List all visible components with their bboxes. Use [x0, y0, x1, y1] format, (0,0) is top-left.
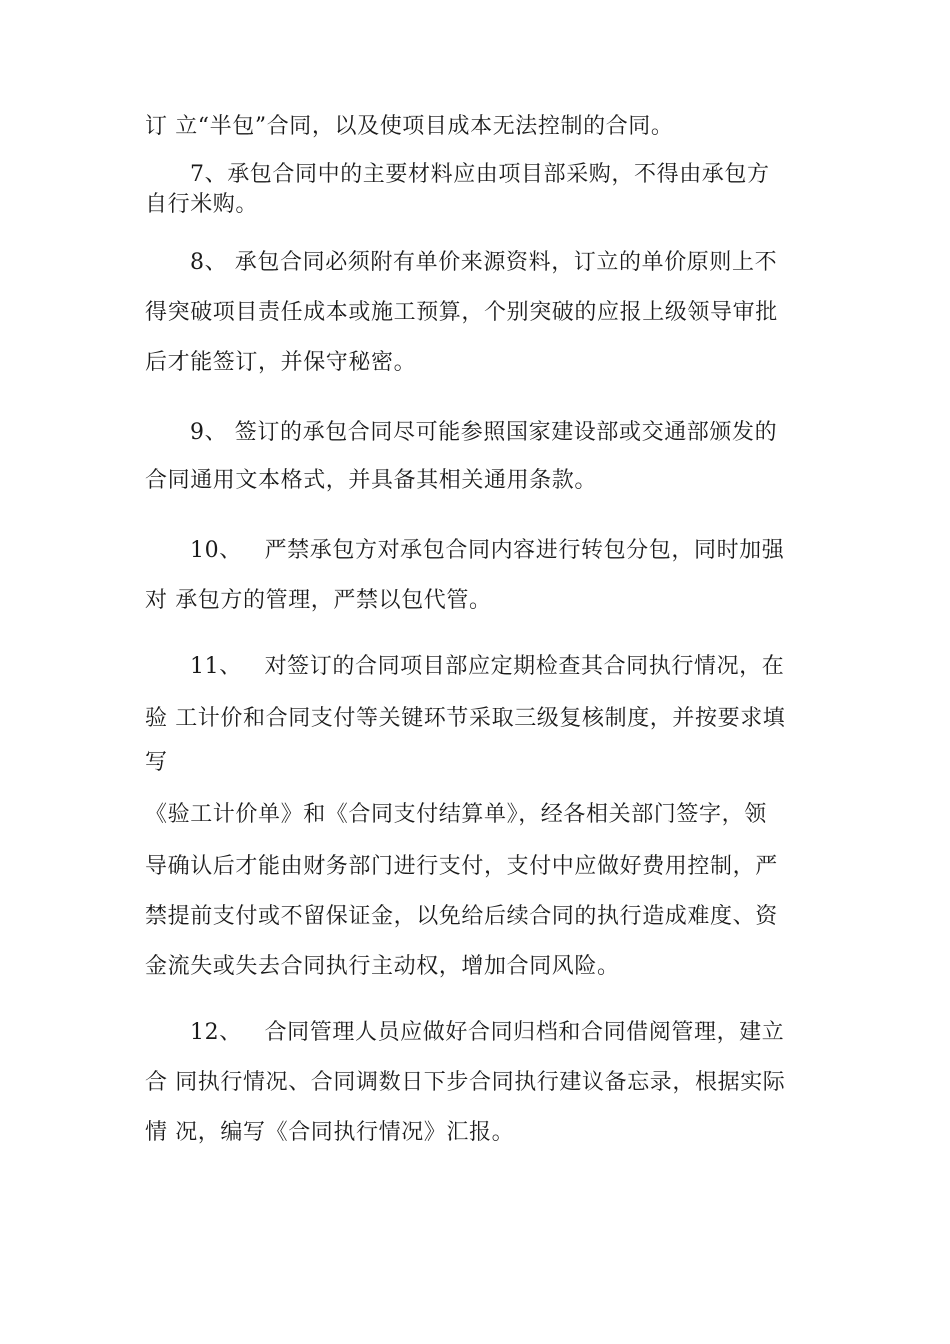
- para-1-line-0: 7、承包合同中的主要材料应由项目部采购，不得由承包方: [190, 162, 770, 187]
- para-2-line-2: 后才能签订，并保守秘密。: [145, 350, 417, 375]
- para-3-line-1: 合同通用文本格式，并具备其相关通用条款。: [145, 468, 598, 493]
- para-5-line-0: 11、 对签订的合同项目部应定期检查其合同执行情况，在: [190, 654, 785, 679]
- para-5-line-6: 金流失或失去合同执行主动权，增加合同风险。: [145, 954, 620, 979]
- para-4-line-0: 10、 严禁承包方对承包合同内容进行转包分包，同时加强: [190, 538, 785, 563]
- para-0-line-0: 订 立“半包”合同，以及使项目成本无法控制的合同。: [145, 114, 674, 139]
- para-1-line-1: 自行米购。: [145, 192, 259, 217]
- para-6-line-0: 12、 合同管理人员应做好合同归档和合同借阅管理，建立: [190, 1020, 785, 1045]
- para-5-line-1: 验 工计价和合同支付等关键环节采取三级复核制度，并按要求填: [145, 706, 786, 731]
- para-4-line-1: 对 承包方的管理，严禁以包代管。: [145, 588, 492, 613]
- para-5-line-4: 导确认后才能由财务部门进行支付，支付中应做好费用控制，严: [145, 854, 778, 879]
- para-6-line-1: 合 同执行情况、合同调数日下步合同执行建议备忘录，根据实际: [145, 1070, 786, 1095]
- para-3-line-0: 9、 签订的承包合同尽可能参照国家建设部或交通部颁发的: [190, 420, 778, 445]
- para-5-line-2: 写: [145, 750, 168, 775]
- para-2-line-1: 得突破项目责任成本或施工预算，个别突破的应报上级领导审批: [145, 300, 778, 325]
- para-6-line-2: 情 况，编写《合同执行情况》汇报。: [145, 1120, 515, 1145]
- para-2-line-0: 8、 承包合同必须附有单价来源资料，订立的单价原则上不: [190, 250, 778, 275]
- para-5-line-3: 《验工计价单》和《合同支付结算单》，经各相关部门签字，领: [145, 802, 767, 827]
- para-5-line-5: 禁提前支付或不留保证金，以免给后续合同的执行造成难度、资: [145, 904, 778, 929]
